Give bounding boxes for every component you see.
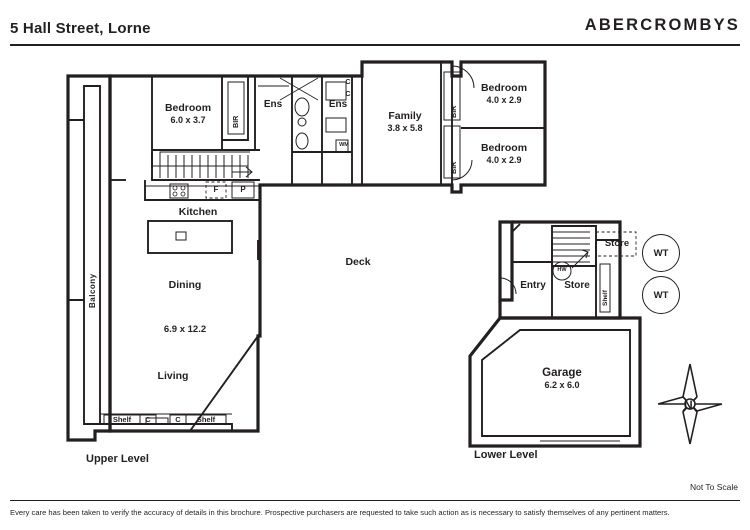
label-bir-3: BIR	[449, 161, 458, 174]
lower-level-title: Lower Level	[474, 449, 538, 461]
compass-north-label: N	[684, 398, 693, 412]
label-hot-water: HW	[557, 267, 567, 273]
room-family: Family 3.8 x 5.8	[387, 110, 423, 134]
dining-dimension: 6.9 x 12.2	[163, 324, 207, 335]
room-kitchen: Kitchen	[178, 206, 218, 218]
room-entry: Entry	[520, 280, 546, 291]
room-bedroom-1: Bedroom 6.0 x 3.7	[164, 102, 212, 126]
room-store-2: Store	[604, 238, 630, 249]
brand-logo: ABERCROMBYS	[584, 16, 740, 34]
label-ens-2: Ens	[328, 99, 348, 110]
water-tank-2: WT	[642, 276, 680, 314]
property-address: 5 Hall Street, Lorne	[10, 20, 151, 37]
room-bedroom-2: Bedroom 4.0 x 2.9	[480, 82, 528, 106]
label-pantry: P	[240, 185, 246, 194]
label-c-1: C	[345, 77, 351, 86]
label-balcony: Balcony	[88, 273, 97, 308]
room-dining: Dining	[168, 279, 202, 291]
disclaimer-text: Every care has been taken to verify the accuracy of details in this brochure. Prospective purchasers are requested to take such action as is necessary to satisfy themselves of any pertinent matters.	[10, 508, 670, 517]
upper-level-title: Upper Level	[86, 453, 149, 465]
label-bir-2: BIR	[449, 105, 458, 118]
water-tank-1: WT	[642, 234, 680, 272]
room-store-1: Store	[564, 280, 590, 291]
label-shelf-2: Shelf	[196, 415, 216, 424]
label-c-4: C	[175, 415, 181, 424]
label-ens-1: Ens	[263, 99, 283, 110]
label-shelf-lower: Shelf	[602, 290, 609, 306]
room-deck: Deck	[345, 256, 371, 268]
label-shelf-1: Shelf	[112, 415, 132, 424]
label-fridge: F	[213, 185, 219, 194]
scale-note: Not To Scale	[689, 482, 738, 492]
room-garage: Garage 6.2 x 6.0	[542, 367, 582, 391]
label-wm: WM	[339, 142, 349, 148]
label-c-2: C	[345, 89, 351, 98]
room-living: Living	[157, 370, 189, 382]
label-c-3: C	[145, 415, 151, 424]
room-bedroom-3: Bedroom 4.0 x 2.9	[480, 142, 528, 166]
label-bir-1: BIR	[231, 115, 240, 128]
footer-divider	[10, 500, 740, 501]
